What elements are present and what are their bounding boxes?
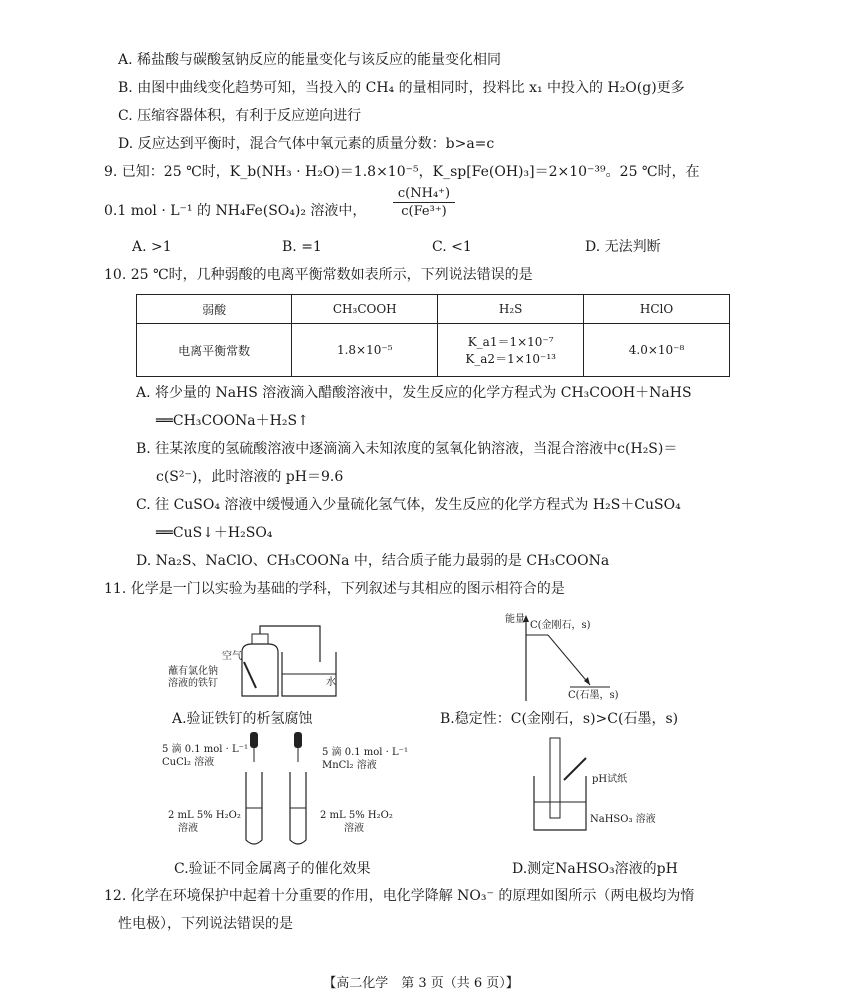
q12-stem-line2: 性电极），下列说法错误的是 (118, 916, 293, 932)
q8-option-b: B. 由图中曲线变化趋势可知，当投入的 CH₄ 的量相同时，投料比 x₁ 中投入的 H₂O(g)更多 (118, 80, 685, 96)
table-header-row (137, 295, 730, 324)
fig-b-bottom-label: C(石墨，s) (568, 690, 619, 701)
q8-option-a: A. 稀盐酸与碳酸氢钠反应的能量变化与该反应的能量变化相同 (118, 52, 502, 68)
q9-option-a: A. >1 (132, 239, 172, 255)
q9-fraction (393, 186, 455, 219)
q10-stem: 10. 25 ℃时，几种弱酸的电离平衡常数如表所示，下列说法错误的是 (104, 267, 533, 283)
fig-c-caption: C.验证不同金属离子的催化效果 (174, 861, 371, 877)
fig-b-top-label: C(金刚石，s) (530, 620, 591, 631)
fig-c-left-tube-line1: 2 mL 5% H₂O₂ (168, 810, 241, 821)
fig-d-caption: D.测定NaHSO₃溶液的pH (512, 861, 678, 877)
q9-option-c: C. <1 (432, 239, 472, 255)
table-cell (438, 324, 584, 377)
fig-a-label-nail-line2: 溶液的铁钉 (168, 678, 218, 689)
fig-c-right-tube-line1: 2 mL 5% H₂O₂ (320, 810, 393, 821)
table-header-cell: HClO (584, 295, 730, 324)
fig-d-label-ph-paper: pH试纸 (592, 774, 628, 785)
q10-option-b-line1: B. 往某浓度的氢硫酸溶液中逐滴滴入未知浓度的氢氧化钠溶液，当混合溶液中c(H₂S)＝ (136, 441, 678, 457)
table-header-cell: H₂S (438, 295, 584, 324)
table-row-label: 电离平衡常数 (137, 324, 292, 377)
fig-a-label-water: 水 (326, 677, 336, 688)
h2s-ka2: K_a2＝1×10⁻¹³ (465, 352, 556, 366)
fig-a-label-air: 空气 (222, 651, 242, 662)
q9-denominator: c(Fe³⁺) (401, 204, 447, 219)
table-row (137, 324, 730, 377)
q10-option-a-line2: ══CH₃COONa＋H₂S↑ (156, 413, 309, 429)
fig-d-label-solution: NaHSO₃ 溶液 (590, 814, 656, 825)
q9-option-b: B. =1 (282, 239, 322, 255)
table-cell: 1.8×10⁻⁵ (292, 324, 438, 377)
fig-a-label-nail-line1: 蘸有氯化钠 (168, 666, 218, 677)
fig-c-right-reagent-line2: MnCl₂ 溶液 (322, 760, 377, 771)
q9-numerator: c(NH₄⁺) (397, 186, 451, 201)
fig-c-left-tube-line2: 溶液 (178, 823, 198, 834)
table-header-cell: 弱酸 (137, 295, 292, 324)
q10-option-d: D. Na₂S、NaClO、CH₃COONa 中，结合质子能力最弱的是 CH₃COONa (136, 553, 610, 569)
fig-c-left-reagent-line1: 5 滴 0.1 mol · L⁻¹ (162, 744, 248, 755)
fig-b-caption: B.稳定性：C(金刚石，s)>C(石墨，s) (440, 711, 679, 727)
fig-c-left-reagent-line2: CuCl₂ 溶液 (162, 757, 215, 768)
q10-option-c-line2: ══CuS↓＋H₂SO₄ (156, 525, 273, 541)
ionization-constant-table (136, 294, 730, 377)
q10-option-a-line1: A. 将少量的 NaHS 溶液滴入醋酸溶液中，发生反应的化学方程式为 CH₃COOH＋NaHS (136, 385, 692, 401)
q9-stem-line2: 0.1 mol · L⁻¹ 的 NH₄Fe(SO₄)₂ 溶液中， (104, 203, 367, 219)
fig-c-test-tubes-drawing (236, 730, 336, 848)
q9-stem-line1: 9. 已知：25 ℃时，K_b(NH₃ · H₂O)＝1.8×10⁻⁵，K_sp[Fe(OH)₃]＝2×10⁻³⁹。25 ℃时，在 (104, 164, 700, 180)
q9-option-d: D. 无法判断 (585, 239, 661, 255)
page-footer: 【高二化学 第 3 页（共 6 页）】 (323, 976, 519, 991)
fig-d-beaker-drawing (528, 736, 592, 834)
fig-a-caption: A.验证铁钉的析氢腐蚀 (172, 711, 313, 727)
fig-a-apparatus-drawing (160, 622, 360, 702)
q8-option-c: C. 压缩容器体积，有利于反应逆向进行 (118, 108, 362, 124)
q12-stem-line1: 12. 化学在环境保护中起着十分重要的作用，电化学降解 NO₃⁻ 的原理如图所示（两电极均为惰 (104, 888, 695, 904)
fig-c-right-reagent-line1: 5 滴 0.1 mol · L⁻¹ (322, 747, 408, 758)
table-cell: 4.0×10⁻⁸ (584, 324, 730, 377)
fraction-bar (393, 202, 455, 203)
table-header-cell: CH₃COOH (292, 295, 438, 324)
fig-b-axis-label: 能量 (505, 614, 525, 625)
q8-option-d: D. 反应达到平衡时，混合气体中氧元素的质量分数：b>a=c (118, 136, 495, 152)
q10-option-b-line2: c(S²⁻)，此时溶液的 pH＝9.6 (156, 469, 344, 485)
h2s-ka1: K_a1＝1×10⁻⁷ (467, 335, 554, 349)
q11-stem: 11. 化学是一门以实验为基础的学科，下列叙述与其相应的图示相符合的是 (104, 581, 565, 597)
fig-c-right-tube-line2: 溶液 (344, 823, 364, 834)
q10-option-c-line1: C. 往 CuSO₄ 溶液中缓慢通入少量硫化氢气体，发生反应的化学方程式为 H₂S＋CuSO₄ (136, 497, 681, 513)
